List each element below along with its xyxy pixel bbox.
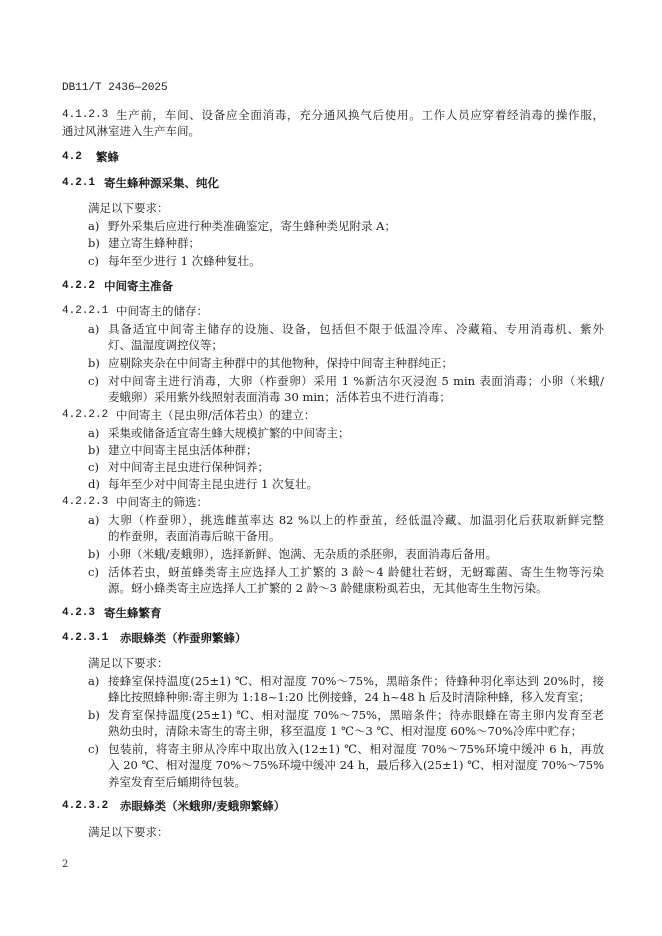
list-item-text: 小卵（米蛾/麦蛾卵），选择新鲜、饱满、无杂质的杀胚卵，表面消毒后备用。 [108,547,498,561]
list-item-text: 每年至少进行 1 次蜂种复壮。 [108,254,261,268]
requirements-intro: 满足以下要求： [88,201,169,215]
list-item-label: c) [88,742,99,756]
section-title: 寄生蜂种源采集、纯化 [104,176,219,190]
list-item-text: 应剔除夹杂在中间寄主种群中的其他物种，保持中间寄主种群纯正； [108,356,453,370]
section-number: 4.2.3.2 [62,800,109,812]
list-item-text: 接蜂室保持温度(25±1) ℃、相对湿度 70%～75%，黑暗条件；待蜂种羽化率达到 20%时，接 [108,674,604,688]
list-item-label: c) [88,565,99,579]
list-item-label: b) [88,356,100,370]
list-item-label: b) [88,236,100,250]
list-item-text: 麦蛾卵）采用紫外线照射表面消毒 30 min；活体若虫不进行消毒； [108,390,451,404]
list-item-text: 源。蚜小蜂类寄主应选择人工扩繁的 2 龄～3 龄健康粉虱若虫，无其他寄生生物污染。 [108,581,548,595]
clause-text: 中间寄主（昆虫卵/活体若虫）的建立： [116,408,316,422]
list-item-text: 养室发育至后蛹期待包装。 [108,775,246,789]
section-number: 4.2 [62,151,82,163]
list-item-text: 野外采集后应进行种类准确鉴定，寄生蜂种类见附录 A； [108,219,396,233]
list-item-label: c) [88,254,99,268]
list-item-label: a) [88,426,100,440]
list-item-label: d) [88,477,100,491]
list-item-text: 活体若虫，蚜茧蜂类寄主应选择人工扩繁的 3 龄～4 龄健壮若蚜，无蚜霉菌、寄生生物等污染 [108,565,604,579]
list-item-text: 熟幼虫时，清除未寄生的寄主卵，移至温度 1 ℃～3 ℃、相对湿度 60%～70%冷库中贮存； [108,724,583,738]
list-item-text: 发育室保持温度(25±1) ℃、相对湿度 70%～75%，黑暗条件；待赤眼蜂在寄主卵内发育至老 [108,708,604,722]
section-number: 4.2.3 [62,607,96,619]
list-item-text: 每年至少对中间寄主昆虫进行 1 次复壮。 [108,477,319,491]
clause-number: 4.2.2.2 [62,409,109,421]
list-item-label: a) [88,674,100,688]
clause-number: 4.2.2.1 [62,305,109,317]
section-title: 赤眼蜂类（米蛾卵/麦蛾卵繁蜂） [120,799,286,813]
list-item-text: 对中间寄主昆虫进行保种饲养； [108,460,269,474]
list-item-label: a) [88,513,100,527]
list-item-text: 入 20 ℃、相对湿度 70%～75%环境中缓冲 24 h，最后移入(25±1) ℃、相对湿度 70%～75% [108,758,604,772]
section-title: 繁蜂 [96,150,119,164]
list-item-text: 具备适宜中间寄主储存的设施、设备，包括但不限于低温冷库、冷藏箱、专用消毒机、紫外 [108,322,604,336]
list-item-text: 包装前，将寄主卵从冷库中取出放入(12±1) ℃、相对湿度 70%～75%环境中缓冲 6 h，再放 [108,742,604,756]
list-item-label: c) [88,460,99,474]
list-item-text: 建立寄生蜂种群； [108,236,200,250]
section-number: 4.2.1 [62,177,96,189]
list-item-label: b) [88,708,100,722]
list-item-label: b) [88,443,100,457]
section-title: 寄生蜂繁育 [104,606,162,620]
list-item-text: 的柞蚕卵，表面消毒后晾干备用。 [108,529,281,543]
page-number: 2 [62,859,69,870]
list-item-label: b) [88,547,100,561]
clause-number: 4.2.2.3 [62,496,109,508]
list-item-text: 灯、温湿度调控仪等； [108,338,223,352]
list-item-label: a) [88,219,100,233]
clause-text: 中间寄主的储存： [116,304,208,318]
requirements-intro: 满足以下要求： [88,656,169,670]
list-item-text: 采集或储备适宜寄生蜂大规模扩繁的中间寄主； [108,426,350,440]
section-title: 赤眼蜂类（柞蚕卵繁蜂） [120,631,247,645]
clause-number: 4.1.2.3 [62,109,109,121]
list-item-text: 蜂比按照蜂种卵:寄主卵为 1:18~1:20 比例接蜂，24 h~48 h 后及时清除种蜂，移入发育室； [108,690,591,704]
clause-text: 通过风淋室进入生产车间。 [62,124,200,138]
list-item-label: a) [88,322,100,336]
list-item-text: 对中间寄主进行消毒，大卵（柞蚕卵）采用 1 %新洁尔灭浸泡 5 min 表面消毒；小卵（米蛾/ [108,374,604,388]
clause-text: 生产前，车间、设备应全面消毒，充分通风换气后使用。工作人员应穿着经消毒的操作服， [116,108,604,122]
clause-text: 中间寄主的筛选： [116,495,208,509]
document-number: DB11/T 2436—2025 [62,82,168,94]
list-item-text: 建立中间寄主昆虫活体种群； [108,443,258,457]
list-item-text: 大卵（柞蚕卵），挑选雌茧率达 82 %以上的柞蚕茧，经低温冷藏、加温羽化后获取新鲜完整 [108,513,604,527]
section-number: 4.2.2 [62,280,96,292]
section-number: 4.2.3.1 [62,632,109,644]
section-title: 中间寄主准备 [104,279,173,293]
requirements-intro: 满足以下要求： [88,825,169,839]
list-item-label: c) [88,374,99,388]
